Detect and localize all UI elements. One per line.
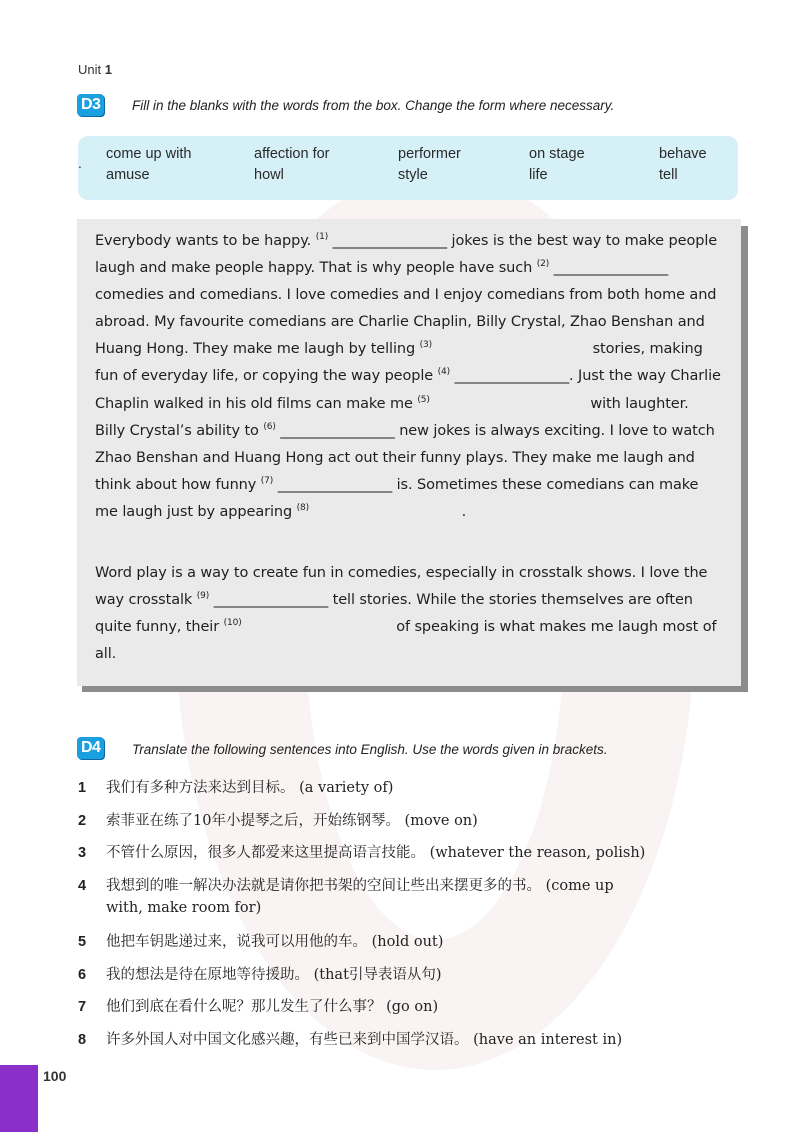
item-number: 5 (78, 934, 87, 950)
item-text: 我想到的唯一解决办法就是请你把书架的空间让些出来摆更多的书。 (come up (106, 877, 614, 894)
passage-text: ________________ new jokes is always exciting. I love to watch Zhao Benshan and Huang Hong act out their funny plays. They make me laugh and think about how funny (95, 422, 715, 493)
blank-number-9: (9) (196, 591, 210, 602)
word-box-item: behave (659, 146, 707, 162)
blank-number-7: (7) (260, 476, 274, 487)
passage-paragraph-1 (95, 228, 723, 526)
passage-text: Word play is a way to create fun in comedies, especially in crosstalk shows. I love the way crosstalk (95, 565, 708, 609)
unit-header (78, 62, 112, 77)
word-box-item: come up with (106, 146, 192, 162)
item-text: 他把车钥匙递过来，说我可以用他的车。 (hold out) (106, 934, 444, 950)
list-item (78, 837, 738, 870)
list-item (78, 926, 738, 959)
list-item (78, 772, 738, 805)
item-text: 我们有多种方法来达到目标。 (a variety of) (106, 780, 394, 796)
word-box-item: performer (398, 146, 461, 162)
item-text: 索菲亚在练了10年小提琴之后，开始练钢琴。 (move on) (106, 812, 478, 829)
blank-number-4: (4) (437, 367, 451, 378)
item-number: 7 (78, 999, 87, 1015)
item-number: 1 (78, 780, 87, 796)
list-item (78, 1024, 738, 1057)
blank-number-10: (10) (223, 618, 242, 629)
word-box-item: tell (659, 167, 678, 183)
passage-text: . (457, 503, 467, 520)
list-item (78, 959, 738, 992)
word-box-item: amuse (106, 167, 150, 183)
d4-instruction: Translate the following sentences into English. Use the words given in brackets. (132, 742, 608, 757)
item-number: 2 (78, 812, 87, 829)
blank-number-8: (8) (296, 503, 310, 514)
cloze-passage (77, 219, 741, 686)
blank-number-3: (3) (419, 340, 433, 351)
word-box-item: affection for (254, 146, 330, 162)
passage-text: ________________ jokes is the best way to make people laugh and make people happy. That is why people have such (95, 233, 718, 277)
item-text: 他们到底在看什么呢？那儿发生了什么事？ (go on) (106, 999, 439, 1015)
passage-text: ________________. Just the way Charlie Chaplin walked in his old films can make me (95, 368, 721, 412)
page-edge-tab (0, 1065, 38, 1132)
passage-text: of speaking is what makes me laugh most of all. (95, 619, 717, 663)
page-number: 100 (43, 1068, 67, 1084)
passage-text: ________________ tell stories. While the stories themselves are often quite funny, their (95, 592, 693, 636)
word-box-item: life (529, 167, 548, 183)
word-box-item: howl (254, 167, 284, 183)
item-text: 不管什么原因，很多人都爱来这里提高语言技能。 (whatever the reason, polish) (106, 845, 646, 861)
unit-label: Unit (78, 62, 102, 77)
list-item (78, 870, 738, 903)
blank-number-2: (2) (536, 259, 550, 270)
item-text: 许多外国人对中国文化感兴趣，有些已来到中国学汉语。 (have an interest in) (106, 1031, 623, 1048)
passage-text: ________________ is. Sometimes these comedians can make me laugh just by appearing (95, 476, 699, 520)
exercise-badge-d3: D3 (77, 94, 104, 116)
passage-text: with laughter. Billy Crystal’s ability to (95, 395, 689, 439)
word-box (78, 136, 738, 200)
list-item (78, 805, 738, 838)
word-box-marker: . (78, 155, 82, 171)
passage-paragraph-2 (95, 560, 723, 668)
passage-text: ________________ comedies and comedians. I love comedies and I enjoy comedians from both home and abroad. My favourite comedians are Charlie Chaplin, Billy Crystal, Zhao Benshan and Huang Hong. They make me laugh by telling (95, 260, 717, 358)
word-box-item: style (398, 167, 428, 183)
item-number: 6 (78, 966, 87, 983)
blank-number-6: (6) (263, 421, 276, 432)
d3-instruction: Fill in the blanks with the words from the box. Change the form where necessary. (132, 98, 615, 113)
item-continuation: with, make room for) (106, 900, 262, 916)
blank-number-5: (5) (417, 394, 430, 405)
item-text: 我的想法是待在原地等待援助。 (that引导表语从句) (106, 966, 442, 983)
passage-text: stories, making fun of everyday life, or copying the way people (95, 341, 703, 385)
item-number: 4 (78, 877, 87, 894)
translation-list (78, 772, 738, 1056)
unit-number: 1 (104, 62, 112, 77)
word-box-item: on stage (529, 146, 585, 162)
list-item (78, 991, 738, 1024)
item-number: 8 (78, 1031, 87, 1048)
blank-number-1: (1) (315, 232, 329, 243)
exercise-badge-d4: D4 (77, 737, 104, 759)
passage-text: Everybody wants to be happy. (95, 233, 316, 249)
item-number: 3 (78, 845, 87, 861)
